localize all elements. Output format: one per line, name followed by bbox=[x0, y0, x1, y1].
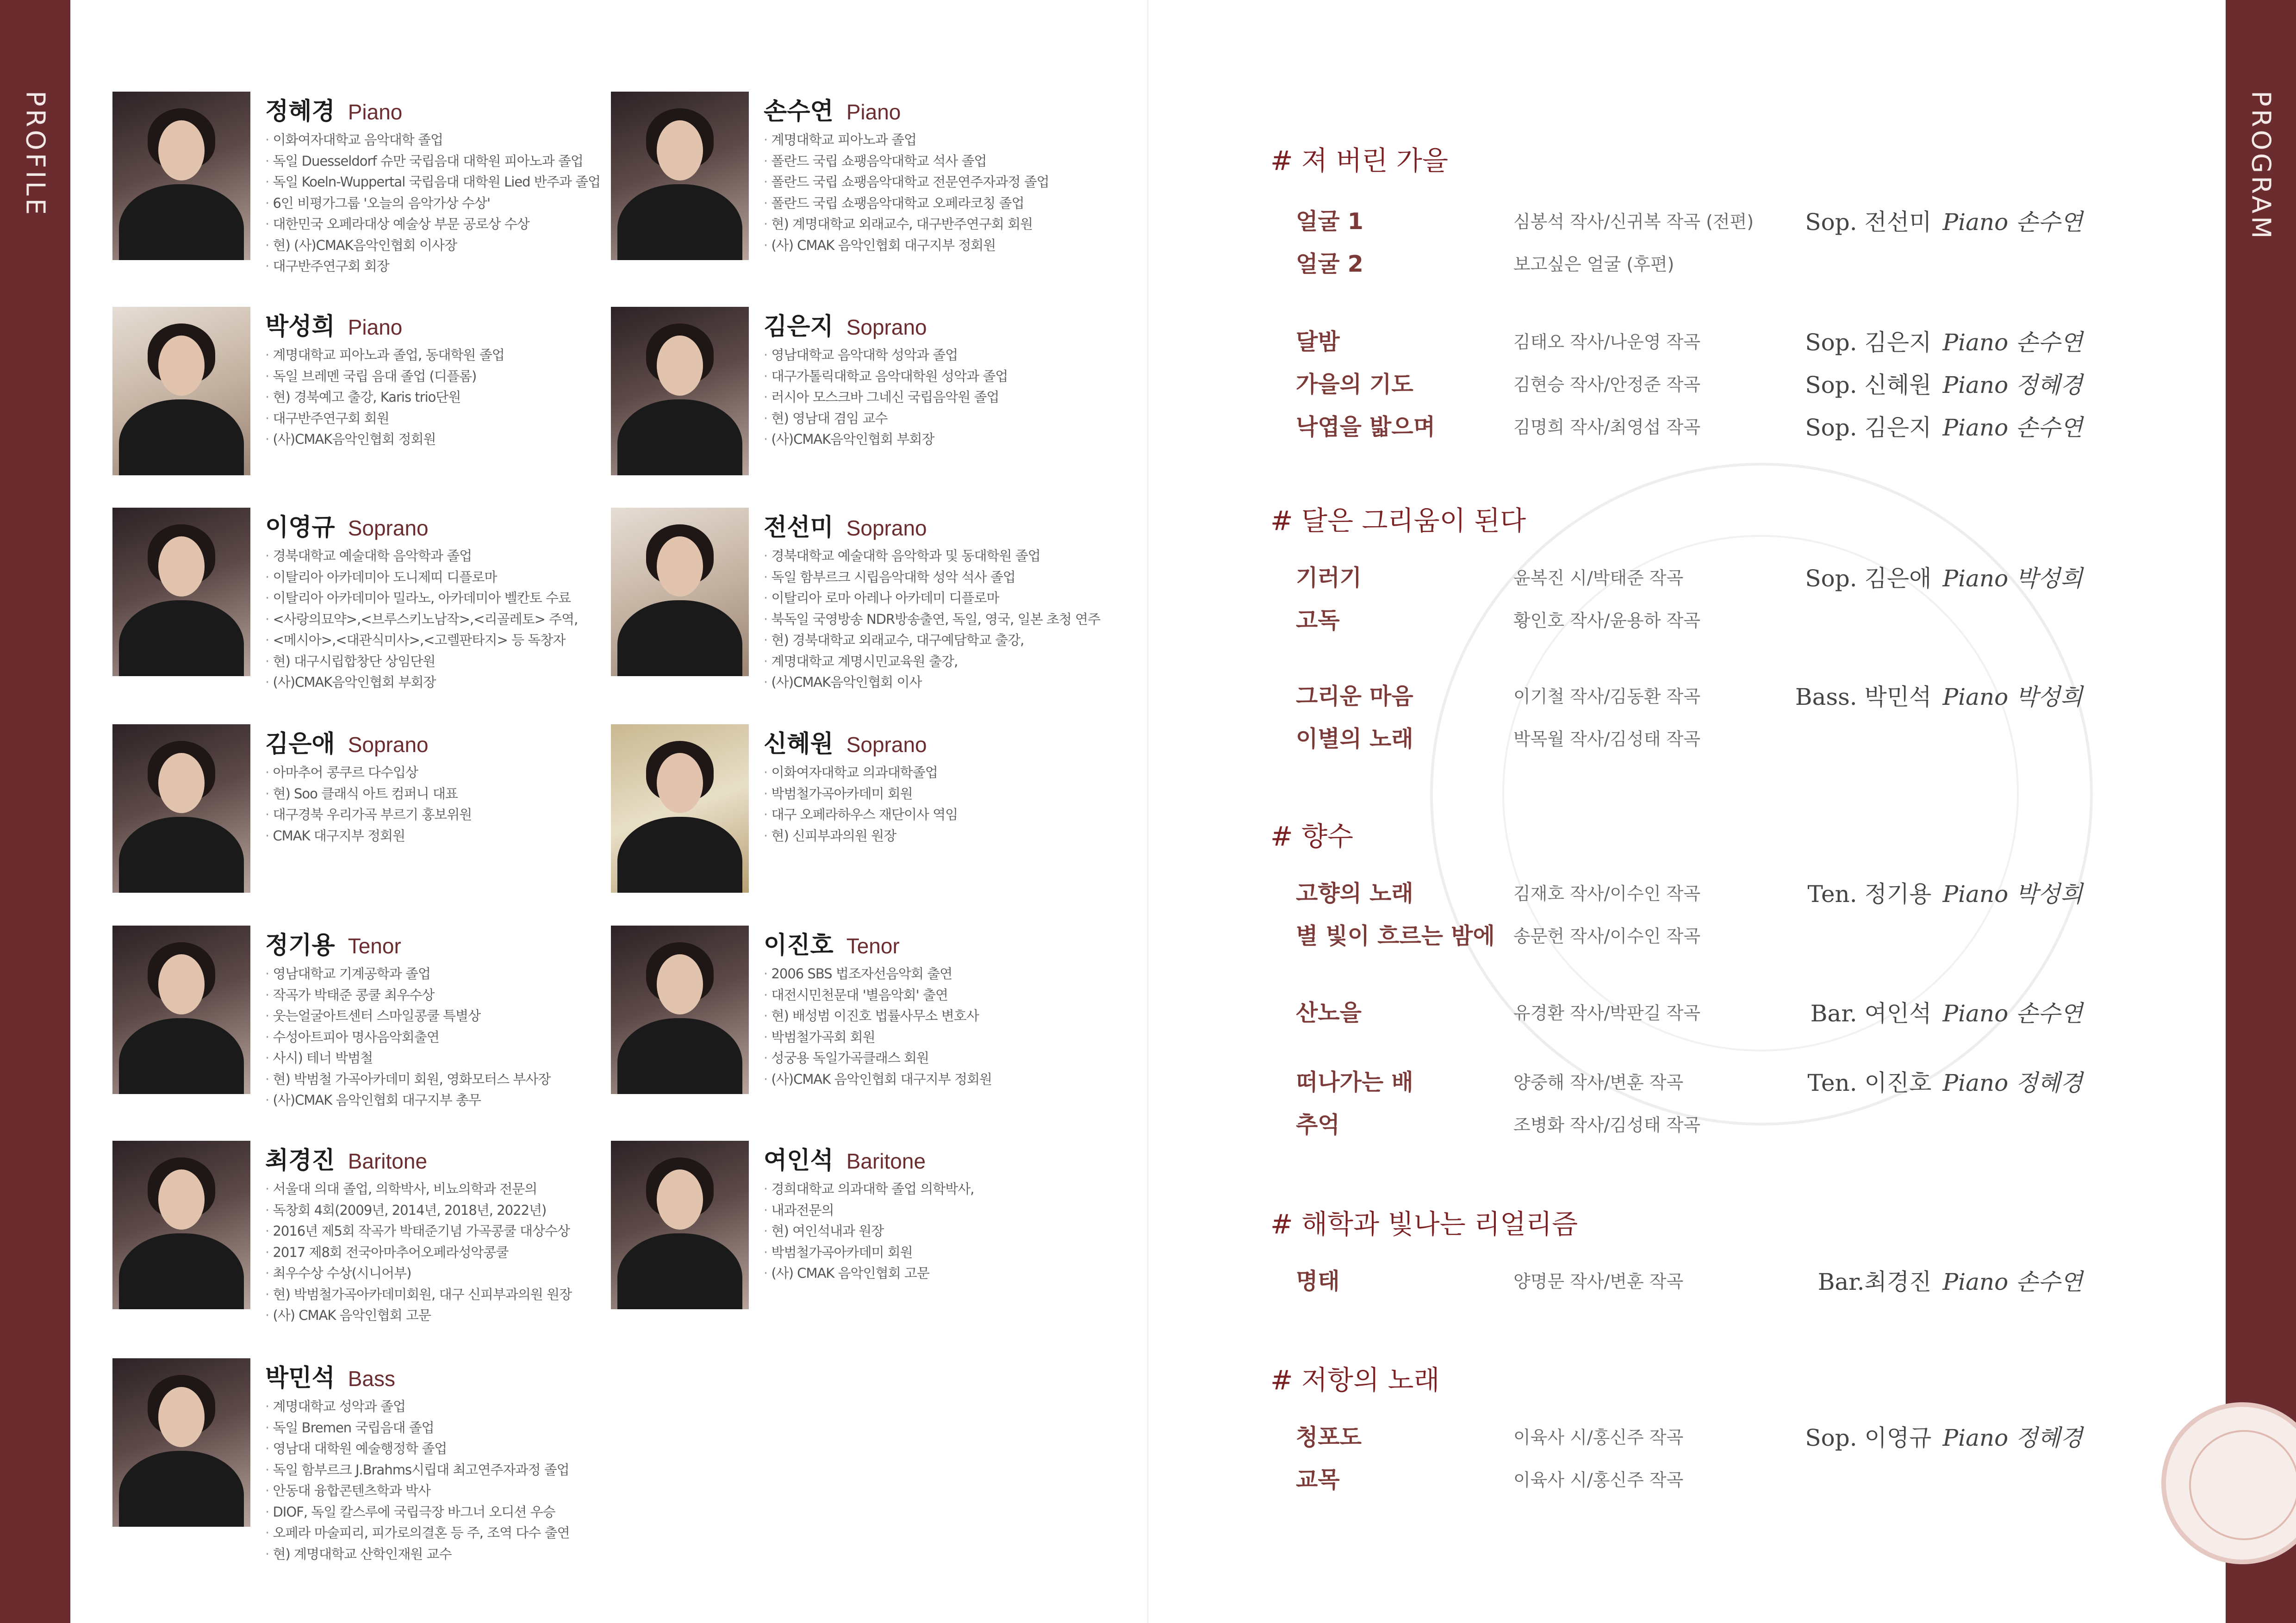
singer: Ten. 이진호 bbox=[1807, 1070, 1932, 1096]
bio-line: · 계명대학교 성악과 졸업 bbox=[265, 1396, 608, 1418]
bio-line: · 폴란드 국립 쇼팽음악대학교 오페라코칭 졸업 bbox=[764, 193, 1106, 214]
profile-info bbox=[265, 724, 608, 846]
bio-line: · 사시) 테너 박범철 bbox=[265, 1048, 608, 1069]
profile-info bbox=[265, 508, 608, 693]
bio-line: · (사)CMAK음악인협회 부회장 bbox=[265, 672, 608, 693]
performer-name: 정혜경 bbox=[265, 98, 335, 125]
pianist: Piano 손수연 bbox=[1942, 1269, 2083, 1295]
bio-line: · 현) 경북대학교 외래교수, 대구예담학교 출강, bbox=[764, 630, 1106, 651]
voice-part: Tenor bbox=[846, 934, 900, 958]
performers bbox=[1808, 1064, 2083, 1098]
bio-line: · 러시아 모스크바 그네신 국립음악원 졸업 bbox=[764, 387, 1106, 408]
bio-line: · 현) 영남대 겸임 교수 bbox=[764, 408, 1106, 429]
song-credit: 유경환 작사/박판길 작곡 bbox=[1513, 1003, 1701, 1023]
song-title: 청포도 bbox=[1296, 1424, 1362, 1450]
song-title: 고독 bbox=[1296, 607, 1340, 634]
performers bbox=[2072, 246, 2083, 273]
voice-part: Soprano bbox=[348, 733, 429, 757]
bio-line: · 폴란드 국립 쇼팽음악대학교 석사 졸업 bbox=[764, 151, 1106, 172]
bio-line: · (사) CMAK 음악인협회 고문 bbox=[764, 1263, 1106, 1284]
song-title: 산노을 bbox=[1296, 1000, 1362, 1026]
performers bbox=[1805, 324, 2083, 357]
bio-line: · 현) Soo 클래식 아트 컴퍼니 대표 bbox=[265, 784, 608, 805]
program-section-title: # 향수 bbox=[1270, 821, 1354, 852]
pianist: Piano 손수연 bbox=[1942, 329, 2083, 356]
song-credit: 김재호 작사/이수인 작곡 bbox=[1513, 883, 1701, 904]
song-credit: 이기철 작사/김동환 작곡 bbox=[1513, 686, 1701, 707]
bio-line: · 아마추어 콩쿠르 다수입상 bbox=[265, 762, 608, 784]
singer: Ten. 정기용 bbox=[1807, 881, 1932, 908]
bio-line: · 대구반주연구회 회장 bbox=[265, 256, 608, 277]
voice-part: Baritone bbox=[348, 1149, 428, 1173]
bio-line: · 현) 계명대학교 외래교수, 대구반주연구회 회원 bbox=[764, 214, 1106, 235]
profile-photo bbox=[611, 1141, 749, 1309]
bio-line: · 현) 박범철 가곡아카데미 회원, 영화모터스 부사장 bbox=[265, 1069, 608, 1090]
performer-name: 신혜원 bbox=[764, 730, 834, 758]
pianist: Piano 박성희 bbox=[1942, 881, 2083, 908]
profile-photo bbox=[611, 307, 749, 475]
song-credit: 이육사 시/홍신주 작곡 bbox=[1513, 1427, 1684, 1448]
program-row bbox=[1296, 876, 2083, 918]
profile-photo bbox=[112, 724, 250, 893]
song-credit: 김명희 작사/최영섭 작곡 bbox=[1513, 417, 1701, 437]
singer: Bar.최경진 bbox=[1817, 1269, 1932, 1295]
song-credit: 김현승 작사/안정준 작곡 bbox=[1513, 374, 1701, 395]
performer-name: 김은애 bbox=[265, 730, 335, 758]
performers bbox=[2072, 1462, 2083, 1489]
bio-line: · 경희대학교 의과대학 졸업 의학박사, bbox=[764, 1179, 1106, 1200]
bio-line: · (사)CMAK음악인협회 정회원 bbox=[265, 429, 608, 450]
bio-line: · <사랑의묘약>,<브루스키노남작>,<리골레토> 주역, bbox=[265, 609, 608, 630]
bio-line: · 서울대 의대 졸업, 의학박사, 비뇨의학과 전문의 bbox=[265, 1179, 608, 1200]
bio-line: · 영남대학교 기계공학과 졸업 bbox=[265, 964, 608, 985]
profile-photo bbox=[112, 1141, 250, 1309]
bio-line: · 수성아트피아 명사음악회출연 bbox=[265, 1027, 608, 1048]
voice-part: Soprano bbox=[846, 315, 927, 339]
bio-line: · 독일 함부르크 시립음악대학 성악 석사 졸업 bbox=[764, 567, 1106, 588]
bio-line: · 독일 Bremen 국립음대 졸업 bbox=[265, 1418, 608, 1439]
bio-line: · 영남대 대학원 예술행정학 졸업 bbox=[265, 1438, 608, 1460]
left-side-bar bbox=[0, 0, 70, 1623]
bio-line: · 2016년 제5회 작곡가 박태준기념 가곡콩쿨 대상수상 bbox=[265, 1221, 608, 1242]
singer: Sop. 전선미 bbox=[1805, 209, 1932, 236]
bio-line: · 안동대 융합콘텐츠학과 박사 bbox=[265, 1480, 608, 1502]
profile-info bbox=[764, 92, 1106, 256]
bio-line: · 현) 경북예고 출강, Karis trio단원 bbox=[265, 387, 608, 408]
profile-info bbox=[764, 926, 1106, 1090]
profile-photo bbox=[112, 508, 250, 676]
bio-line: · 최우수상 수상(시니어부) bbox=[265, 1263, 608, 1284]
bio-line: · 독일 함부르크 J.Brahms시립대 최고연주자과정 졸업 bbox=[265, 1460, 608, 1481]
pianist: Piano 손수연 bbox=[1942, 414, 2083, 441]
performers bbox=[1805, 204, 2083, 237]
performer-name: 박성희 bbox=[265, 313, 335, 341]
song-title: 추억 bbox=[1296, 1112, 1340, 1138]
profile-info bbox=[764, 724, 1106, 846]
performers bbox=[2072, 603, 2083, 629]
profile-info bbox=[764, 307, 1106, 450]
profile-info bbox=[265, 92, 608, 277]
bio-line: · 독일 브레멘 국립 음대 졸업 (디플롬) bbox=[265, 366, 608, 387]
song-credit: 심봉석 작사/신귀복 작곡 (전편) bbox=[1513, 211, 1754, 232]
singer: Sop. 이영규 bbox=[1805, 1424, 1932, 1451]
pianist: Piano 박성희 bbox=[1942, 565, 2083, 592]
song-title: 떠나가는 배 bbox=[1296, 1069, 1413, 1095]
bio-line: · (사)CMAK 음악인협회 대구지부 총무 bbox=[265, 1090, 608, 1111]
bio-line: · 박범철가곡회 회원 bbox=[764, 1027, 1106, 1048]
song-credit: 박목월 작사/김성태 작곡 bbox=[1513, 729, 1701, 749]
profile-photo bbox=[611, 508, 749, 676]
performer-name: 김은지 bbox=[764, 313, 834, 341]
profile-photo bbox=[112, 92, 250, 260]
singer: Sop. 김은지 bbox=[1805, 414, 1932, 441]
bio-line: · 이화여자대학교 음악대학 졸업 bbox=[265, 130, 608, 151]
bio-line: · 6인 비평가그룹 '오늘의 음악가상 수상' bbox=[265, 193, 608, 214]
bio-line: · 계명대학교 계명시민교육원 출강, bbox=[764, 651, 1106, 672]
performer-name: 손수연 bbox=[764, 98, 834, 125]
bio-line: · 2017 제8회 전국아마추어오페라성악콩쿨 bbox=[265, 1242, 608, 1263]
profile-photo bbox=[611, 92, 749, 260]
bio-line: · 이탈리아 아카데미아 밀라노, 아카데미아 벨칸토 수료 bbox=[265, 588, 608, 609]
program-row bbox=[1296, 1462, 2083, 1505]
voice-part: Soprano bbox=[348, 516, 429, 540]
profile-info bbox=[265, 1141, 608, 1326]
profile-photo bbox=[112, 307, 250, 475]
bio-line: · 경북대학교 예술대학 음악학과 졸업 bbox=[265, 546, 608, 567]
voice-part: Soprano bbox=[846, 516, 927, 540]
singer: Sop. 김은애 bbox=[1805, 565, 1932, 592]
profile-photo bbox=[112, 1358, 250, 1527]
song-credit: 김태오 작사/나운영 작곡 bbox=[1513, 332, 1701, 352]
song-title: 얼굴 1 bbox=[1296, 208, 1363, 235]
song-credit: 이육사 시/홍신주 작곡 bbox=[1513, 1470, 1684, 1490]
program-section-title: # 달은 그리움이 된다 bbox=[1270, 505, 1526, 536]
program-row bbox=[1296, 367, 2083, 409]
profile-photo bbox=[611, 724, 749, 893]
bio-line: · 현) 신피부과의원 원장 bbox=[764, 826, 1106, 847]
program-row bbox=[1296, 409, 2083, 452]
bio-line: · 대구 오페라하우스 재단이사 역임 bbox=[764, 804, 1106, 826]
profile-side-label: PROFILE bbox=[20, 91, 50, 218]
voice-part: Bass bbox=[348, 1367, 395, 1391]
performer-name: 박민석 bbox=[265, 1364, 335, 1392]
profile-photo bbox=[112, 926, 250, 1094]
program-row bbox=[1296, 246, 2083, 289]
program-section-title: # 저항의 노래 bbox=[1270, 1364, 1440, 1396]
bio-line: · DIOF, 독일 칼스루에 국립극장 바그너 오디션 우승 bbox=[265, 1502, 608, 1523]
bio-line: · (사)CMAK 음악인협회 대구지부 정회원 bbox=[764, 1069, 1106, 1090]
performers bbox=[1795, 678, 2083, 712]
pianist: Piano 손수연 bbox=[1942, 1000, 2083, 1027]
performer-name: 최경진 bbox=[265, 1147, 335, 1175]
singer: Sop. 신혜원 bbox=[1805, 372, 1932, 398]
performers bbox=[2072, 721, 2083, 748]
program-section-title: # 해학과 빛나는 리얼리즘 bbox=[1270, 1208, 1578, 1240]
performer-name: 정기용 bbox=[265, 932, 335, 959]
bio-line: · 경북대학교 예술대학 음악학과 및 동대학원 졸업 bbox=[764, 546, 1106, 567]
bio-line: · 독창회 4회(2009년, 2014년, 2018년, 2022년) bbox=[265, 1200, 608, 1221]
song-title: 별 빛이 흐르는 밤에 bbox=[1296, 923, 1495, 949]
performers bbox=[1805, 367, 2083, 400]
song-credit: 보고싶은 얼굴 (후편) bbox=[1513, 254, 1674, 274]
program-section-title: # 져 버린 가을 bbox=[1270, 145, 1449, 176]
performers bbox=[1805, 1419, 2083, 1453]
program-row bbox=[1296, 1107, 2083, 1150]
bio-line: · 박범철가곡아카데미 회원 bbox=[764, 784, 1106, 805]
voice-part: Piano bbox=[348, 100, 403, 124]
program-row bbox=[1296, 1064, 2083, 1107]
program-row bbox=[1296, 918, 2083, 961]
singer: Bar. 여인석 bbox=[1810, 1000, 1932, 1027]
profile-info bbox=[265, 307, 608, 450]
bio-line: · 현) 여인석내과 원장 bbox=[764, 1221, 1106, 1242]
bio-line: · 이탈리아 로마 아레나 아카데미 디플로마 bbox=[764, 588, 1106, 609]
bio-line: · 웃는얼굴아트센터 스마일콩쿨 특별상 bbox=[265, 1006, 608, 1027]
voice-part: Tenor bbox=[348, 934, 401, 958]
bio-line: · 현) 박범철가곡아카데미회원, 대구 신피부과의원 원장 bbox=[265, 1284, 608, 1306]
performers bbox=[1805, 560, 2083, 593]
song-title: 이별의 노래 bbox=[1296, 726, 1413, 752]
bio-line: · 현) 대구시립합창단 상임단원 bbox=[265, 651, 608, 672]
song-title: 고향의 노래 bbox=[1296, 880, 1413, 907]
program-row bbox=[1296, 721, 2083, 764]
song-title: 기러기 bbox=[1296, 565, 1362, 591]
bio-line: · 북독일 국영방송 NDR방송출연, 독일, 영국, 일본 초청 연주 bbox=[764, 609, 1106, 630]
voice-part: Soprano bbox=[846, 733, 927, 757]
center-fold bbox=[1147, 0, 1149, 1623]
performers bbox=[1811, 995, 2083, 1028]
bio-line: · (사) CMAK 음악인협회 고문 bbox=[265, 1305, 608, 1326]
bio-line: · 대구경북 우리가곡 부르기 홍보위원 bbox=[265, 804, 608, 826]
bio-line: · 계명대학교 피아노과 졸업, 동대학원 졸업 bbox=[265, 345, 608, 366]
bio-line: · 현) 계명대학교 산학인재원 교수 bbox=[265, 1544, 608, 1565]
program-row bbox=[1296, 1419, 2083, 1462]
voice-part: Baritone bbox=[846, 1149, 926, 1173]
performers bbox=[1805, 409, 2083, 442]
bio-line: · 오페라 마술피리, 피가로의결혼 등 주, 조역 다수 출연 bbox=[265, 1523, 608, 1544]
song-credit: 윤복진 시/박태준 작곡 bbox=[1513, 568, 1684, 588]
pianist: Piano 박성희 bbox=[1942, 684, 2083, 710]
song-title: 달밤 bbox=[1296, 329, 1340, 355]
bio-line: · (사)CMAK음악인협회 부회장 bbox=[764, 429, 1106, 450]
singer: Bass. 박민석 bbox=[1795, 684, 1932, 710]
bio-line: · (사) CMAK 음악인협회 대구지부 정회원 bbox=[764, 235, 1106, 256]
program-row bbox=[1296, 995, 2083, 1038]
performers bbox=[2072, 1107, 2083, 1134]
performers bbox=[2072, 918, 2083, 945]
song-credit: 양중해 작사/변훈 작곡 bbox=[1513, 1072, 1684, 1093]
pianist: Piano 손수연 bbox=[1942, 209, 2083, 236]
program-row bbox=[1296, 204, 2083, 246]
program-row bbox=[1296, 1263, 2083, 1306]
profile-info bbox=[265, 926, 608, 1111]
bio-line: · (사)CMAK음악인협회 이사 bbox=[764, 672, 1106, 693]
bio-line: · 내과전문의 bbox=[764, 1200, 1106, 1221]
program-row bbox=[1296, 324, 2083, 367]
program-row bbox=[1296, 603, 2083, 645]
pianist: Piano 정혜경 bbox=[1942, 1070, 2083, 1096]
performers bbox=[1818, 1263, 2083, 1297]
program-side-label: PROGRAM bbox=[2246, 91, 2276, 242]
pianist: Piano 정혜경 bbox=[1942, 372, 2083, 398]
song-title: 그리운 마음 bbox=[1296, 683, 1413, 709]
bio-line: · 대한민국 오페라대상 예술상 부문 공로상 수상 bbox=[265, 214, 608, 235]
performer-name: 이영규 bbox=[265, 514, 335, 541]
bio-line: · 대구가톨릭대학교 음악대학원 성악과 졸업 bbox=[764, 366, 1106, 387]
program-row bbox=[1296, 678, 2083, 721]
song-title: 낙엽을 밟으며 bbox=[1296, 414, 1436, 440]
profile-photo bbox=[611, 926, 749, 1094]
song-credit: 송문헌 작사/이수인 작곡 bbox=[1513, 926, 1701, 946]
song-title: 교목 bbox=[1296, 1467, 1340, 1493]
song-credit: 조병화 작사/김성태 작곡 bbox=[1513, 1115, 1701, 1135]
bio-line: · 대구반주연구회 회원 bbox=[265, 408, 608, 429]
song-credit: 양명문 작사/변훈 작곡 bbox=[1513, 1271, 1684, 1292]
bio-line: · 독일 Duesseldorf 슈만 국립음대 대학원 피아노과 졸업 bbox=[265, 151, 608, 172]
song-credit: 황인호 작사/윤용하 작곡 bbox=[1513, 610, 1701, 631]
singer: Sop. 김은지 bbox=[1805, 329, 1932, 356]
pianist: Piano 정혜경 bbox=[1942, 1424, 2083, 1451]
voice-part: Piano bbox=[846, 100, 901, 124]
bio-line: · 영남대학교 음악대학 성악과 졸업 bbox=[764, 345, 1106, 366]
profile-info bbox=[764, 508, 1106, 693]
bio-line: · 독일 Koeln-Wuppertal 국립음대 대학원 Lied 반주과 졸업 bbox=[265, 172, 608, 193]
bio-line: · 현) (사)CMAK음악인협회 이사장 bbox=[265, 235, 608, 256]
bio-line: · 대전시민천문대 '별음악회' 출연 bbox=[764, 985, 1106, 1006]
profile-info bbox=[764, 1141, 1106, 1284]
performer-name: 이진호 bbox=[764, 932, 834, 959]
song-title: 가을의 기도 bbox=[1296, 371, 1413, 398]
bio-line: · 2006 SBS 법조자선음악회 출연 bbox=[764, 964, 1106, 985]
bio-line: · 작곡가 박태준 콩쿨 최우수상 bbox=[265, 985, 608, 1006]
right-side-bar bbox=[2226, 0, 2296, 1623]
song-title: 명태 bbox=[1296, 1268, 1340, 1294]
bio-line: · 폴란드 국립 쇼팽음악대학교 전문연주자과정 졸업 bbox=[764, 172, 1106, 193]
performers bbox=[1808, 876, 2083, 909]
bio-line: · 박범철가곡아카데미 회원 bbox=[764, 1242, 1106, 1263]
bio-line: · 이탈리아 아카데미아 도니제띠 디플로마 bbox=[265, 567, 608, 588]
performer-name: 전선미 bbox=[764, 514, 834, 541]
bio-line: · 현) 배성범 이진호 법률사무소 변호사 bbox=[764, 1006, 1106, 1027]
voice-part: Piano bbox=[348, 315, 403, 339]
association-seal-logo bbox=[2161, 1402, 2296, 1564]
bio-line: · 이화여자대학교 의과대학졸업 bbox=[764, 762, 1106, 784]
bio-line: · 계명대학교 피아노과 졸업 bbox=[764, 130, 1106, 151]
bio-line: · <메시아>,<대관식미사>,<고렐판타지> 등 독창자 bbox=[265, 630, 608, 651]
song-title: 얼굴 2 bbox=[1296, 251, 1363, 277]
program-row bbox=[1296, 560, 2083, 603]
bio-line: · CMAK 대구지부 정회원 bbox=[265, 826, 608, 847]
profile-info bbox=[265, 1358, 608, 1565]
bio-line: · 성궁용 독일가곡클래스 회원 bbox=[764, 1048, 1106, 1069]
performer-name: 여인석 bbox=[764, 1147, 834, 1175]
